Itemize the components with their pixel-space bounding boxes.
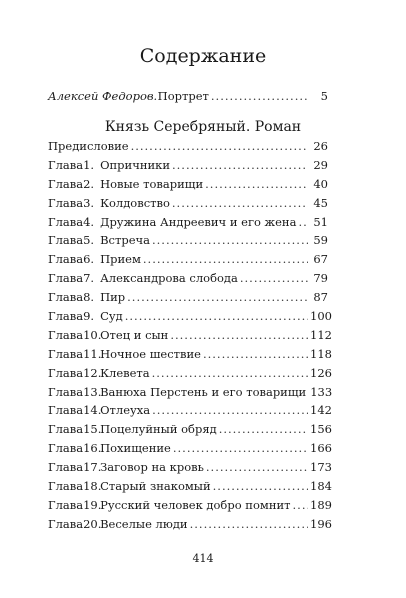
dot-leader [143,250,308,269]
toc-page-number: 173 [310,460,332,475]
toc-chapter-number: 17. [83,460,102,475]
toc-chapter-label: Глава [48,365,84,380]
toc-title: Новые товарищи [100,176,204,191]
toc-page-number: 100 [310,309,332,324]
toc-title: Веселые люди [100,516,188,531]
toc-title: Клевета [100,365,150,380]
toc-title: Заговор на кровь [100,460,204,475]
dot-leader [152,401,308,420]
dot-leader [213,477,308,496]
toc-title: Колдовство [100,195,170,210]
toc-chapter-label: Глава [48,384,84,399]
toc-row [48,156,328,175]
toc-chapter-label: Глава [48,460,84,475]
toc-chapter-number: 9. [83,309,95,324]
toc-title: Русский человек добро помнит [100,497,291,512]
toc-chapter-label: Глава [48,309,84,324]
toc-page-number: 45 [313,195,328,210]
toc-chapter-number: 16. [83,441,102,456]
toc-title: Похищение [100,441,171,456]
toc-chapter-number: 2. [83,176,95,191]
toc-chapter-number: 6. [83,252,95,267]
toc-page-number: 112 [310,327,332,342]
dot-leader [206,458,308,477]
toc-title: Опричники [100,157,170,172]
toc-page-number: 189 [310,497,332,512]
toc-page-number: 118 [310,346,332,361]
toc-chapter-number: 10. [83,327,102,342]
toc-row [48,269,328,288]
toc-page-number: 184 [310,479,332,494]
toc-title: Прием [100,252,141,267]
dot-leader [131,137,308,156]
toc-chapter-number: 1. [83,157,95,172]
toc-chapter-label: Глава [48,290,84,305]
toc-page-number: 126 [310,365,332,380]
toc-title: Пир [100,290,126,305]
toc-chapter-label: Глава [48,479,84,494]
toc-chapter-number: 14. [83,403,102,418]
toc-chapter-label: Глава [48,497,84,512]
toc-chapter-number: 20. [83,516,102,531]
toc-page-number: 79 [313,271,328,286]
toc-chapter-number: 12. [83,365,102,380]
section-title: Князь Серебряный. Роман [104,119,302,135]
toc-title: Ванюха Перстень и его товарищи [100,384,307,399]
toc-row [48,477,332,496]
dot-leader [152,364,308,383]
toc-title: Отлеуха [100,403,151,418]
portrait-author: Алексей Федоров. [48,89,158,103]
toc-row [48,458,332,477]
dot-leader [219,420,308,439]
toc-page-number: 59 [313,233,328,248]
toc-chapter-label: Глава [48,346,84,361]
toc-row [48,383,333,402]
toc-chapter-number: 13. [83,384,102,399]
toc-page-number: 142 [310,403,332,418]
toc-row [48,175,328,194]
toc-chapter-label: Глава [48,157,84,172]
dot-leader [170,326,308,345]
dot-leader [240,269,308,288]
toc-page-number: 51 [313,214,328,229]
toc-chapter-label: Глава [48,422,84,437]
toc-chapter-number: 19. [83,497,102,512]
toc-row [48,364,332,383]
toc-row [48,250,328,269]
toc-page-number: 26 [313,139,328,153]
toc-row [48,496,332,515]
toc-title: Суд [100,309,123,324]
toc-row [48,401,332,420]
toc-title: Встреча [100,233,150,248]
toc-row [48,213,328,232]
toc-row [48,288,328,307]
toc-page-number: 29 [313,157,328,172]
portrait-page-number: 5 [320,89,328,103]
toc-title: Отец и сын [100,327,169,342]
toc-row [48,420,332,439]
dot-leader [205,175,308,194]
dot-leader [125,307,308,326]
toc-chapter-label: Глава [48,252,84,267]
dot-leader [173,439,308,458]
toc-chapter-label: Глава [48,516,84,531]
portrait-title: Портрет [157,89,209,103]
toc-chapter-number: 15. [83,422,102,437]
toc-title: Ночное шествие [100,346,201,361]
dot-leader [293,496,308,515]
toc-title: Дружина Андреевич и его жена [100,214,297,229]
toc-chapter-label: Глава [48,195,84,210]
toc-row [48,345,332,364]
toc-title: Старый знакомый [100,479,211,494]
dot-leader [172,156,308,175]
toc-page-number: 87 [313,290,328,305]
toc-row [48,137,328,156]
toc-chapter-number: 11. [83,346,102,361]
toc-page-number: 166 [310,441,332,456]
page-folio: 414 [192,552,214,565]
toc-row [48,439,332,458]
toc-page-number: 40 [313,176,328,191]
dot-leader [127,288,308,307]
portrait-entry [48,89,328,103]
toc-chapter-label: Глава [48,327,84,342]
toc-chapter-label: Глава [48,403,84,418]
toc-chapter-label: Глава [48,176,84,191]
toc-chapter-label: Глава [48,233,84,248]
page-heading: Содержание [139,45,267,67]
dot-leader [298,213,308,232]
toc-chapter-number: 18. [83,479,102,494]
toc-page-number: 133 [310,384,333,399]
toc-chapter-label: Глава [48,214,84,229]
toc-row [48,326,332,345]
toc-chapter-number: 4. [83,214,95,229]
dot-leader [152,231,308,250]
toc-row [48,194,328,213]
toc-chapter-number: 3. [83,195,95,210]
toc-title: Предисловие [48,139,129,153]
toc-row [48,231,328,250]
dot-leader [190,515,308,534]
toc-title: Александрова слобода [100,271,238,286]
toc-chapter-number: 7. [83,271,95,286]
toc-page-number: 67 [313,252,328,267]
dot-leader [211,89,308,103]
toc-row [48,307,332,326]
table-of-contents [48,137,333,534]
toc-page-number: 196 [310,516,332,531]
toc-chapter-number: 8. [83,290,95,305]
toc-chapter-label: Глава [48,271,84,286]
toc-row [48,515,332,534]
toc-chapter-label: Глава [48,441,84,456]
toc-chapter-number: 5. [83,233,95,248]
toc-title: Поцелуйный обряд [100,422,217,437]
dot-leader [203,345,308,364]
dot-leader [172,194,308,213]
toc-page-number: 156 [310,422,332,437]
